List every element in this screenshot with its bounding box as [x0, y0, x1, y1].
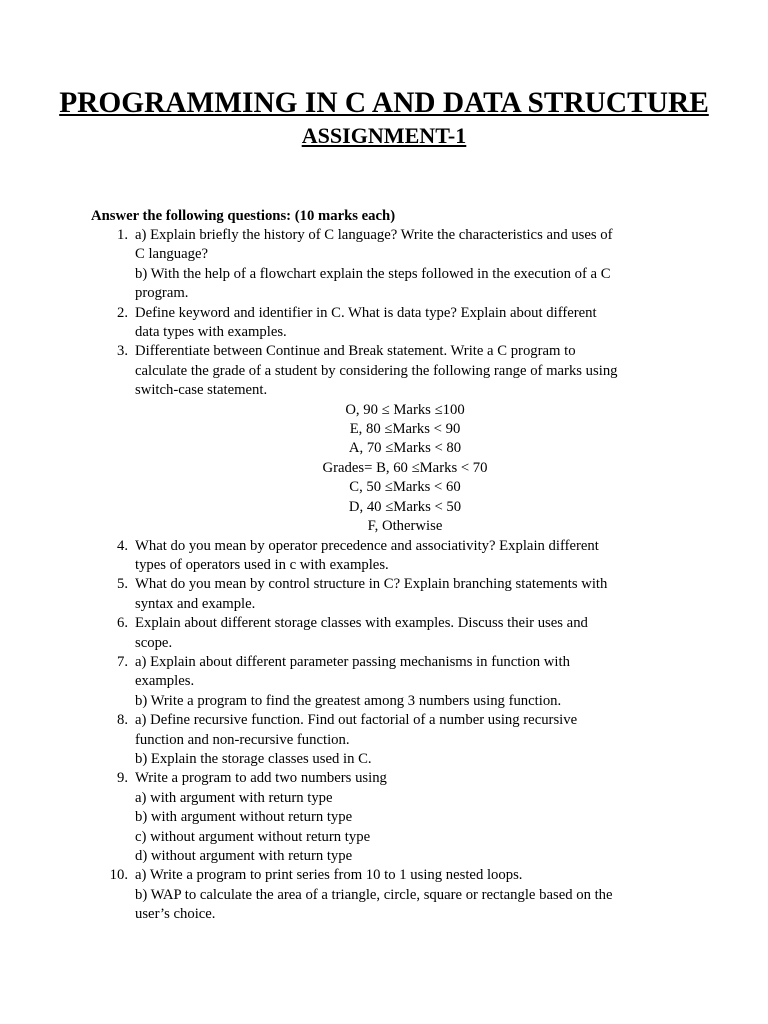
question-line: switch-case statement. [135, 382, 268, 399]
question-line: d) without argument with return type [135, 848, 353, 864]
question-line: a) Define recursive function. Find out factorial of a number using recursive [135, 712, 578, 729]
question-line: b) With the help of a flowchart explain the steps followed in the execution of a C [135, 265, 611, 282]
question-text [135, 866, 675, 924]
question-number: 7. [116, 653, 128, 670]
question-item [0, 866, 768, 924]
assignment-heading: ASSIGNMENT-1 [301, 123, 467, 148]
question-line: examples. [135, 673, 195, 690]
question-number: 9. [116, 770, 128, 787]
question-line: types of operators used in c with examples. [135, 556, 389, 573]
grade-row: O, 90 ≤ Marks ≤100 [345, 401, 465, 418]
question-line: What do you mean by operator precedence and associativity? Explain different [135, 537, 599, 554]
grade-row: A, 70 ≤Marks < 80 [348, 440, 462, 457]
question-number: 3. [116, 343, 128, 360]
question-item [0, 653, 768, 711]
question-line: a) with argument with return type [135, 789, 333, 806]
question-line: data types with examples. [135, 324, 287, 341]
question-line: a) Explain briefly the history of C language? Write the characteristics and uses of [135, 227, 613, 243]
question-line: Explain about different storage classes with examples. Discuss their uses and [135, 615, 588, 632]
question-line: b) Write a program to find the greatest among 3 numbers using function. [135, 692, 562, 709]
question-number: 8. [116, 712, 128, 729]
question-text [135, 614, 675, 653]
question-item [0, 575, 768, 614]
question-number: 6. [116, 615, 128, 632]
question-line: b) with argument without return type [135, 809, 353, 826]
question-line: calculate the grade of a student by considering the following range of marks using [135, 362, 618, 379]
question-text [135, 769, 675, 866]
question-text [135, 537, 675, 576]
question-text [135, 226, 675, 304]
question-number: 10. [109, 867, 128, 884]
question-text [135, 711, 675, 769]
question-item [0, 537, 768, 576]
question-line: syntax and example. [135, 595, 256, 612]
question-line: c) without argument without return type [135, 828, 371, 845]
question-list [0, 226, 768, 925]
question-line: a) Write a program to print series from 10 to 1 using nested loops. [135, 867, 523, 884]
question-number: 1. [116, 227, 128, 243]
question-line: program. [135, 285, 189, 302]
question-line: scope. [135, 634, 173, 651]
question-line: C language? [135, 246, 209, 263]
grade-row: E, 80 ≤Marks < 90 [349, 421, 461, 438]
question-number: 2. [116, 304, 128, 321]
question-line: function and non-recursive function. [135, 731, 350, 748]
question-line: a) Explain about different parameter passing mechanisms in function with [135, 653, 570, 670]
question-item [0, 711, 768, 769]
question-item [0, 226, 768, 304]
question-line: Write a program to add two numbers using [135, 770, 387, 787]
question-line: b) WAP to calculate the area of a triangle, circle, square or rectangle based on the [135, 886, 613, 903]
question-text [135, 575, 675, 614]
question-line: Differentiate between Continue and Break statement. Write a C program to [135, 343, 576, 360]
document-title: PROGRAMMING IN C AND DATA STRUCTURE [59, 87, 709, 119]
question-line: Define keyword and identifier in C. What is data type? Explain about different [135, 304, 597, 321]
question-number: 4. [116, 537, 128, 554]
question-number: 5. [116, 576, 128, 593]
grade-row: F, Otherwise [367, 518, 443, 535]
question-text [135, 304, 675, 343]
grade-row: D, 40 ≤Marks < 50 [348, 498, 462, 515]
question-item [0, 342, 768, 536]
instructions: Answer the following questions: (10 marks each) [91, 208, 396, 224]
question-text [135, 653, 675, 711]
question-line: b) Explain the storage classes used in C. [135, 750, 372, 767]
question-item [0, 304, 768, 343]
grade-row: Grades= B, 60 ≤Marks < 70 [322, 459, 488, 476]
question-line: What do you mean by control structure in C? Explain branching statements with [135, 576, 608, 593]
question-item [0, 614, 768, 653]
grade-row: C, 50 ≤Marks < 60 [349, 479, 461, 496]
question-text [135, 342, 675, 536]
grade-table [135, 401, 675, 537]
question-line: user’s choice. [135, 906, 216, 923]
question-item [0, 769, 768, 866]
